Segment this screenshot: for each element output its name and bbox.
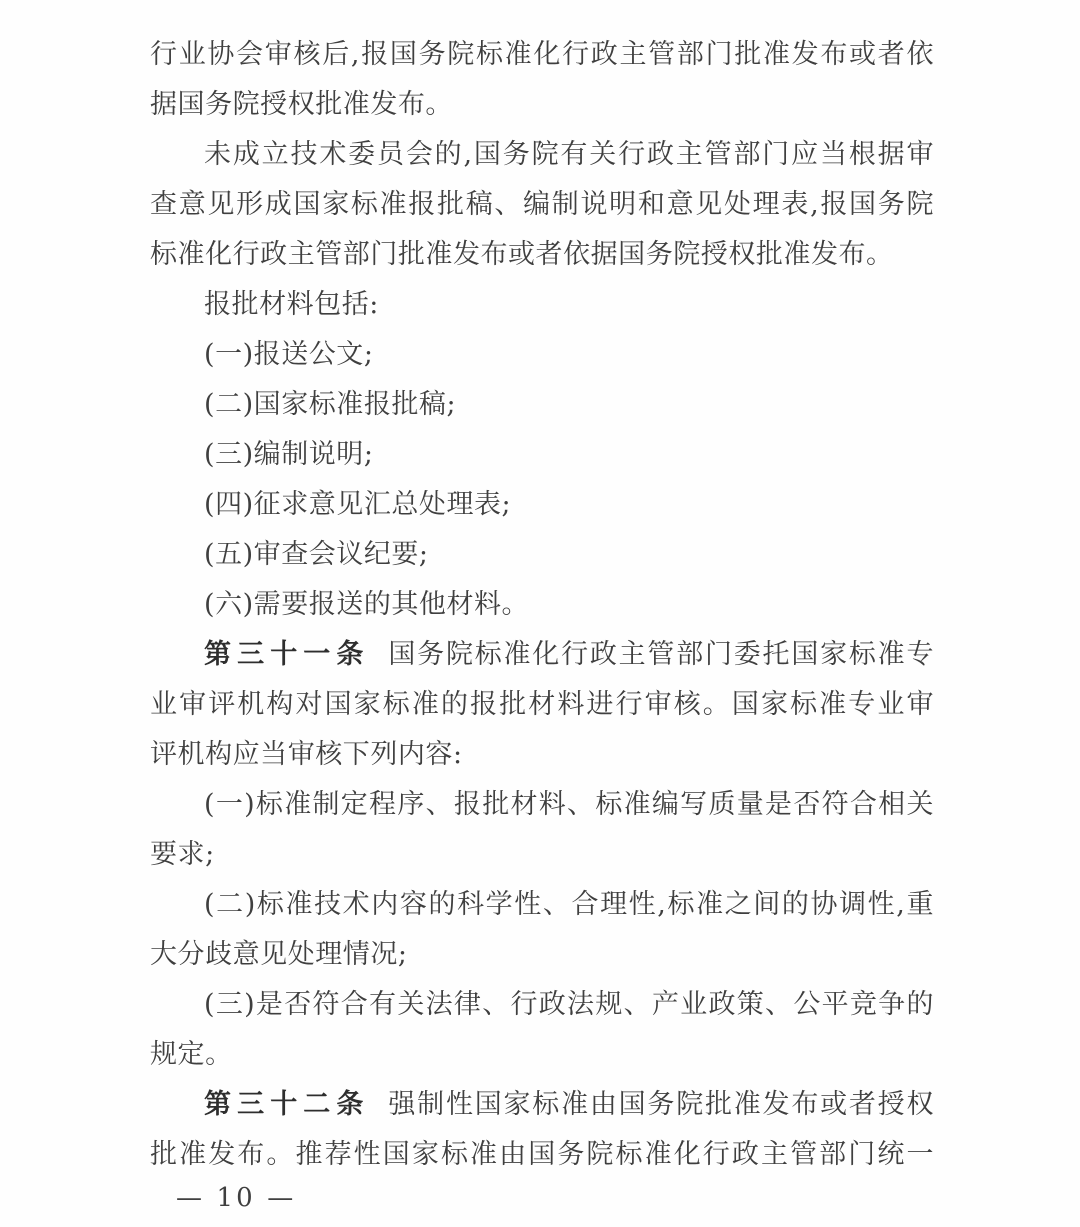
line-text: 大分歧意见处理情况; — [150, 939, 408, 970]
list-item-line — [150, 380, 934, 430]
line-text: (五)审查会议纪要; — [204, 539, 429, 570]
line-text: (二)国家标准报批稿; — [204, 389, 457, 420]
line-text: (二)标准技术内容的科学性、合理性,标准之间的协调性,重 — [204, 889, 934, 920]
line-text: 规定。 — [150, 1039, 233, 1070]
article-31-heading: 第三十一条 — [204, 639, 370, 670]
text-line — [150, 830, 934, 880]
page-number: — 10 — — [176, 1183, 297, 1213]
article-32-line — [150, 1080, 934, 1130]
line-text: 强制性国家标准由国务院批准发布或者授权 — [388, 1089, 934, 1120]
text-line — [150, 930, 934, 980]
line-text: 行业协会审核后,报国务院标准化行政主管部门批准发布或者依 — [150, 39, 934, 70]
text-line — [150, 280, 934, 330]
line-text: (六)需要报送的其他材料。 — [204, 589, 530, 620]
text-line — [150, 1130, 934, 1180]
text-line — [150, 1030, 934, 1080]
line-text: (四)征求意见汇总处理表; — [204, 489, 512, 520]
list-item-line — [150, 780, 934, 830]
line-text: 据国务院授权批准发布。 — [150, 89, 453, 120]
line-text: 业审评机构对国家标准的报批材料进行审核。国家标准专业审 — [150, 689, 934, 720]
line-text: (一)标准制定程序、报批材料、标准编写质量是否符合相关 — [204, 789, 934, 820]
list-item-line — [150, 530, 934, 580]
list-item-line — [150, 330, 934, 380]
text-line — [150, 230, 934, 280]
line-text: 报批材料包括: — [204, 289, 379, 320]
line-text: 标准化行政主管部门批准发布或者依据国务院授权批准发布。 — [150, 239, 894, 270]
list-item-line — [150, 480, 934, 530]
article-31-line — [150, 630, 934, 680]
text-line — [150, 130, 934, 180]
text-line — [150, 680, 934, 730]
list-item-line — [150, 880, 934, 930]
document-text-block — [150, 30, 934, 1180]
text-line — [150, 730, 934, 780]
text-line — [150, 180, 934, 230]
article-32-heading: 第三十二条 — [204, 1089, 370, 1120]
line-text: 未成立技术委员会的,国务院有关行政主管部门应当根据审 — [204, 139, 934, 170]
list-item-line — [150, 980, 934, 1030]
line-text: (一)报送公文; — [204, 339, 374, 370]
list-item-line — [150, 580, 934, 630]
line-text: 要求; — [150, 839, 215, 870]
list-item-line — [150, 430, 934, 480]
text-line — [150, 80, 934, 130]
line-text: 评机构应当审核下列内容: — [150, 739, 463, 770]
line-text: 查意见形成国家标准报批稿、编制说明和意见处理表,报国务院 — [150, 189, 934, 220]
line-text: 国务院标准化行政主管部门委托国家标准专 — [388, 639, 934, 670]
line-text: 批准发布。推荐性国家标准由国务院标准化行政主管部门统一 — [150, 1139, 934, 1170]
line-text: (三)编制说明; — [204, 439, 374, 470]
text-line — [150, 30, 934, 80]
line-text: (三)是否符合有关法律、行政法规、产业政策、公平竞争的 — [204, 989, 934, 1020]
